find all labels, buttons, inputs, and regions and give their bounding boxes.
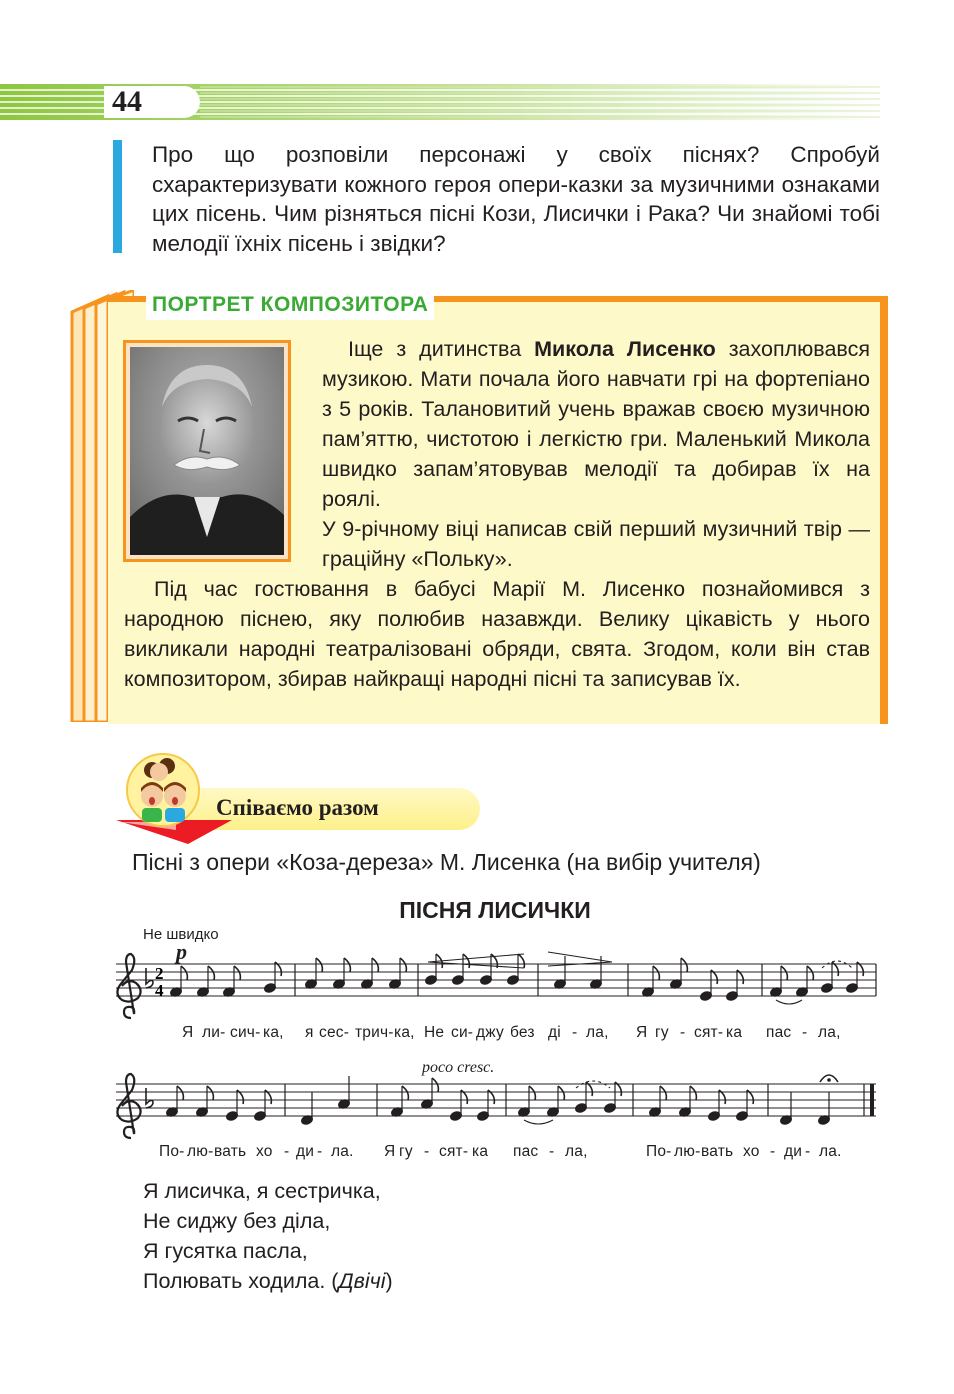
lyric-syllable: - <box>770 1143 776 1160</box>
lyric-syllable: Я <box>384 1143 396 1160</box>
verse-line-last: Полювать ходила. (Двічі) <box>143 1269 393 1293</box>
note <box>304 958 322 990</box>
key-flat-1 <box>146 968 153 988</box>
page-number: 44 <box>104 86 200 118</box>
lyric-syllable: - <box>549 1143 555 1160</box>
verse-line: Я лисичка, я сестричка, <box>143 1179 381 1203</box>
note <box>337 1076 350 1110</box>
note <box>795 966 813 998</box>
note <box>479 954 497 986</box>
lyric-syllable: вать <box>214 1143 247 1160</box>
lyric-syllable: ка, <box>263 1024 284 1041</box>
note <box>476 1090 494 1122</box>
lyric-syllable: - <box>424 1143 430 1160</box>
note <box>195 1086 213 1118</box>
song-verse <box>143 1176 393 1296</box>
composer-name: Микола Лисенко <box>534 337 716 361</box>
lyric-syllable: я <box>305 1024 314 1041</box>
lyric-syllable: ді <box>548 1024 561 1041</box>
lyric-syllable: ла. <box>819 1143 842 1160</box>
lyric-syllable: - <box>317 1143 323 1160</box>
lyric-syllable: ла. <box>331 1143 354 1160</box>
box-title: ПОРТРЕТ КОМПОЗИТОРА <box>146 290 434 320</box>
note <box>332 958 350 990</box>
note <box>735 1090 753 1122</box>
lyric-syllable: хо <box>743 1143 760 1160</box>
tempo-marking: Не швидко <box>143 926 219 943</box>
note <box>390 1086 408 1118</box>
lyric-syllable: - <box>284 1143 290 1160</box>
key-flat-2 <box>146 1088 153 1108</box>
repeat-note: Двічі <box>338 1269 386 1293</box>
note <box>263 962 281 994</box>
lyric-syllable: гу <box>399 1143 413 1160</box>
lyric-syllable: лю- <box>187 1143 214 1160</box>
lyric-syllable: ка <box>726 1024 743 1041</box>
lyric-syllable: - <box>680 1024 686 1041</box>
lyric-syllable: Не <box>424 1024 445 1041</box>
lyric-syllable: - <box>802 1024 808 1041</box>
note <box>300 1092 313 1126</box>
lyric-syllable: ла, <box>818 1024 841 1041</box>
lyric-syllable: ка <box>472 1143 489 1160</box>
note <box>648 1086 666 1118</box>
lyric-syllable: без <box>510 1024 535 1041</box>
bio-continued: захоплювався музикою. Мати почала його навчати грі на фортепіано з 5 років. Талановитий учень вражав своєю музичною пам’яттю, чистотою і легкістю гри. Маленький Микола швидко запам’ятовував мелодії та добирав їх на роялі. <box>322 337 870 511</box>
lyric-syllable: сят- <box>439 1143 469 1160</box>
bio-first-work: У 9-річному віці написав свій перший музичний твір — граційну «Польку». <box>322 517 870 571</box>
time-signature-bottom: 4 <box>155 981 164 1000</box>
lyric-syllable: трич- <box>355 1024 394 1041</box>
lyric-syllable: си- <box>451 1024 474 1041</box>
note <box>699 970 717 1002</box>
note <box>165 1086 183 1118</box>
note <box>589 956 602 990</box>
lyric-syllable: ла, <box>586 1024 609 1041</box>
lyric-syllable: сес- <box>319 1024 350 1041</box>
note <box>225 1090 243 1122</box>
verse-line: Полювать ходила. <box>143 1269 332 1293</box>
note <box>506 954 524 986</box>
notes-staff-1 <box>169 954 863 1002</box>
lyric-syllable: сят- <box>694 1024 724 1041</box>
note <box>669 958 687 990</box>
note <box>360 958 378 990</box>
lyric-syllable: ка, <box>394 1024 415 1041</box>
lyric-syllable: - <box>805 1143 811 1160</box>
lyric-syllable: пас <box>513 1143 539 1160</box>
note <box>678 1086 696 1118</box>
lyric-syllable: джу <box>476 1024 504 1041</box>
dynamic-marking: p <box>176 939 187 964</box>
lyric-syllable: ди <box>296 1143 315 1160</box>
expression-marking: poco cresc. <box>422 1059 495 1076</box>
lyric-syllable: пас <box>766 1024 792 1041</box>
note <box>546 1086 564 1118</box>
note <box>196 966 214 998</box>
note <box>388 958 406 990</box>
note <box>169 966 187 998</box>
lyric-syllable: Я <box>182 1024 194 1041</box>
lyric-syllable: лю- <box>674 1143 701 1160</box>
note <box>707 1090 725 1122</box>
lyric-syllable: По- <box>159 1143 185 1160</box>
note <box>420 1078 438 1110</box>
hairpins <box>428 952 612 968</box>
note <box>769 966 787 998</box>
note <box>779 1092 792 1126</box>
lyric-syllable: вать <box>701 1143 734 1160</box>
slurs-1 <box>776 961 852 1004</box>
note <box>222 966 240 998</box>
composer-bio-folk: Під час гостювання в бабусі Марії М. Лисенко познайомився з народною піснею, яку полюбив назавжди. Велику цікавість у нього викликали народні театралізовані обряди, свята. Згодом, коли він став композитором, збирав найкращі народні пісні та записував їх. <box>124 577 870 691</box>
verse-line: Не сиджу без діла, <box>143 1209 331 1233</box>
lyric-syllable: ди <box>784 1143 803 1160</box>
note <box>517 1086 535 1118</box>
lyric-syllable: гу <box>655 1024 669 1041</box>
sing-together-title: Співаємо разом <box>216 795 379 820</box>
song-title: ПІСНЯ ЛИСИЧКИ <box>399 897 591 923</box>
note <box>603 1082 621 1114</box>
note <box>253 1090 271 1122</box>
slurs-2 <box>524 1081 610 1124</box>
note <box>817 1092 830 1126</box>
lyric-syllable: ла, <box>565 1143 588 1160</box>
staff-2 <box>116 1084 876 1116</box>
intro-question: Про що розповіли персонажі у своїх піснях? Спробуй схарактеризувати кожного героя опери-казки за музичними ознаками цих пісень. Чим різняться пісні Кози, Лисички і Рака? Чи знайомі тобі мелодії їхніх пісень і звідки? <box>152 142 880 256</box>
songs-subtitle: Пісні з опери «Коза-дереза» М. Лисенка (на вибір учителя) <box>132 849 761 875</box>
fermata-dot <box>827 1078 831 1082</box>
lyric-syllable: По- <box>646 1143 672 1160</box>
note <box>641 966 659 998</box>
time-signature: 2 <box>155 964 164 983</box>
note <box>725 970 743 1002</box>
note <box>424 954 442 986</box>
lyric-syllable: хо <box>256 1143 273 1160</box>
bio-intro: Іще з дитинства <box>348 337 535 361</box>
note <box>553 956 566 990</box>
verse-line: Я гусятка пасла, <box>143 1239 308 1263</box>
note <box>449 1090 467 1122</box>
lyric-syllable: сич- <box>230 1024 261 1041</box>
lyric-syllable: - <box>572 1024 578 1041</box>
note <box>845 962 863 994</box>
lyric-syllable: Я <box>636 1024 648 1041</box>
lyric-syllable: ли- <box>202 1024 226 1041</box>
